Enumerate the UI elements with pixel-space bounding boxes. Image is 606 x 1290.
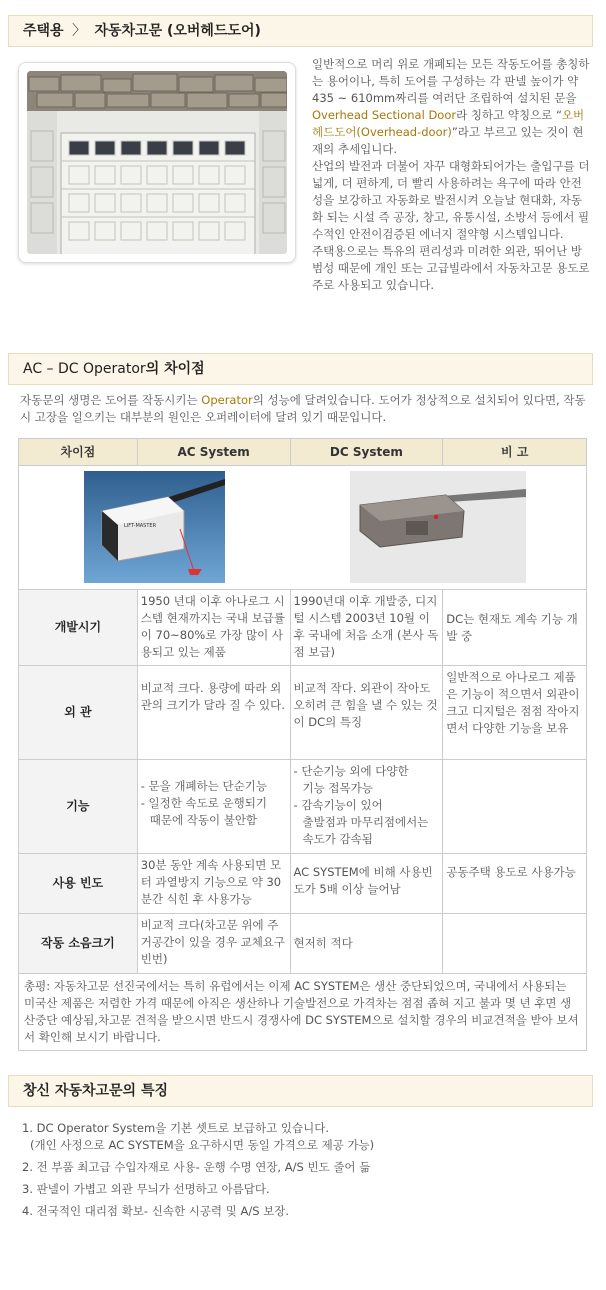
row-header: 개발시기: [19, 590, 138, 666]
note-cell: [443, 914, 587, 974]
features-list: [22, 1120, 592, 1225]
section-title: 창신 자동차고문의 특징: [23, 1083, 168, 1099]
ac-cell: 30분 동안 계속 사용되면 모터 과열방지 기능으로 약 30분간 식힌 후 사용가능: [137, 854, 290, 914]
list-item: (개인 사정으로 AC SYSTEM을 요구하시면 동일 가격으로 제공 가능): [30, 1138, 375, 1152]
header-prefix: 주택용: [23, 23, 64, 39]
device-images-cell: [19, 466, 587, 590]
comparison-table: [18, 438, 587, 1051]
dc-cell: 현저히 적다: [290, 914, 443, 974]
intro-paragraph-1: 일반적으로 머리 위로 개폐되는 모든 작동도어를 총칭하는 용어이나, 특히 도어를 구성하는 각 판넬 높이가 약 435 ~ 610mm짜리를 여러단 조립하여 설치된 문을 Overhead Sectional Door라 칭하고 약칭으로 “오버헤드도어(Overhead-door)”라고 부르고 있는 것이 현재의 추세입니다.: [312, 57, 590, 156]
column-header: DC System: [290, 439, 443, 466]
table-row: [19, 854, 587, 914]
ac-cell: 1950 년대 이후 아나로그 시스템 현재까지는 국내 보급률이 70~80%로 가장 많이 사용되고 있는 제품: [137, 590, 290, 666]
table-row-summary: [19, 974, 587, 1051]
note-cell: DC는 현재도 계속 기능 개발 중: [443, 590, 587, 666]
row-header: 외 관: [19, 666, 138, 760]
dc-cell: 비교적 작다. 외관이 작아도 오히려 큰 힘을 낼 수 있는 것이 DC의 특징: [290, 666, 443, 760]
highlight-term: 오버헤드도어(Overhead-door): [312, 108, 585, 139]
ac-operator-photo: [84, 471, 225, 583]
highlight-term: Operator: [201, 393, 253, 407]
section-header-ac-dc: AC – DC Operator의 차이점: [8, 353, 593, 385]
dc-cell: AC SYSTEM에 비해 사용빈도가 5배 이상 늘어남: [290, 854, 443, 914]
highlight-term: Overhead Sectional Door: [312, 108, 457, 122]
list-item: 4. 전국적인 대리점 확보- 신속한 시공력 및 A/S 보장.: [22, 1204, 290, 1218]
garage-door-photo: [27, 71, 287, 254]
ac-device-label: LIFT-MASTER: [124, 523, 157, 529]
table-row: [19, 590, 587, 666]
row-header: 기능: [19, 760, 138, 854]
column-header: AC System: [137, 439, 290, 466]
dc-cell: - 단순기능 외에 다양한 기능 접목가능 - 감속기능이 있어 출발점과 마무리점에서는 속도가 감속됨: [290, 760, 443, 854]
list-item: 1. DC Operator System을 기본 셋트로 보급하고 있습니다.: [22, 1121, 329, 1135]
note-cell: 일반적으로 아나로그 제품은 기능이 적으면서 외관이 크고 디지털은 점점 작아지면서 다양한 기능을 보유: [443, 666, 587, 760]
breadcrumb-chevron: 〉: [72, 23, 87, 39]
table-row: [19, 914, 587, 974]
operator-paragraph: 자동문의 생명은 도어를 작동시키는 Operator의 성능에 달려있습니다. 도어가 정상적으로 설치되어 있다면, 작동시 고장을 일으키는 대부분의 원인은 오퍼레이터에 달려 있기 때문입니다.: [20, 393, 586, 424]
column-header: 비 고: [443, 439, 587, 466]
dc-cell: 1990년대 이후 개발중, 디지털 시스템 2003년 10월 이후 국내에 처음 소개 (본사 독점 보급): [290, 590, 443, 666]
table-header-row: [19, 439, 587, 466]
list-item: 3. 판넬이 가볍고 외관 무늬가 선명하고 아름답다.: [22, 1182, 270, 1196]
table-row: [19, 666, 587, 760]
column-header: 차이점: [19, 439, 138, 466]
table-row-images: [19, 466, 587, 590]
ac-cell: 비교적 크다(차고문 위에 주거공간이 있을 경우 교체요구 빈번): [137, 914, 290, 974]
note-cell: [443, 760, 587, 854]
intro-paragraph-3: 주택용으로는 특유의 편리성과 미려한 외관, 뛰어난 방범성 때문에 개인 또는 고급빌라에서 자동차고문 용도로 주로 사용되고 있습니다.: [312, 244, 590, 292]
dc-operator-photo: [350, 471, 526, 583]
note-cell: 공동주택 용도로 사용가능: [443, 854, 587, 914]
row-header: 작동 소음크기: [19, 914, 138, 974]
summary-cell: 총평: 자동차고문 선진국에서는 특히 유럽에서는 이제 AC SYSTEM은 생산 중단되었으며, 국내에서 사용되는 미국산 제품은 저렴한 가격 때문에 아직은 생산하나 기술발전으로 가격차는 점점 좁혀 지고 불과 몇 년 후면 생산중단 예상됨,차고문 견적을 받으시면 반드시 경쟁사에 DC SYSTEM으로 설치할 경우의 비교견적을 받아 보셔서 확인해 보시기 바랍니다.: [19, 974, 587, 1051]
ac-cell: - 문을 개폐하는 단순기능 - 일정한 속도로 운행되기 때문에 작동이 불안함: [137, 760, 290, 854]
table-row: [19, 760, 587, 854]
row-header: 사용 빈도: [19, 854, 138, 914]
ac-cell: 비교적 크다. 용량에 따라 외관의 크기가 달라 질 수 있다.: [137, 666, 290, 760]
garage-door-photo-frame: [18, 62, 296, 263]
intro-paragraph-2: 산업의 발전과 더불어 자꾸 대형화되어가는 출입구를 더 넓게, 더 편하게, 더 빨리 사용하려는 욕구에 따라 안전성을 보강하고 자동화로 발전시켜 오늘날 현대화, 자동화 되는 시설 즉 공장, 창고, 유통시설, 소방서 등에서 필수적인 안전이검증된 에너지 절약형 시스템입니다.: [312, 159, 590, 241]
section-title: AC – DC Operator: [23, 361, 146, 377]
page-title: 자동차고문 (오버헤드도어): [94, 23, 261, 39]
section-header-features: [8, 1075, 593, 1107]
list-item: 2. 전 부품 최고급 수입자재로 사용- 운행 수명 연장, A/S 빈도 줄어 듦: [22, 1160, 371, 1174]
section-header-residential: [8, 15, 593, 47]
intro-text: [312, 56, 590, 294]
